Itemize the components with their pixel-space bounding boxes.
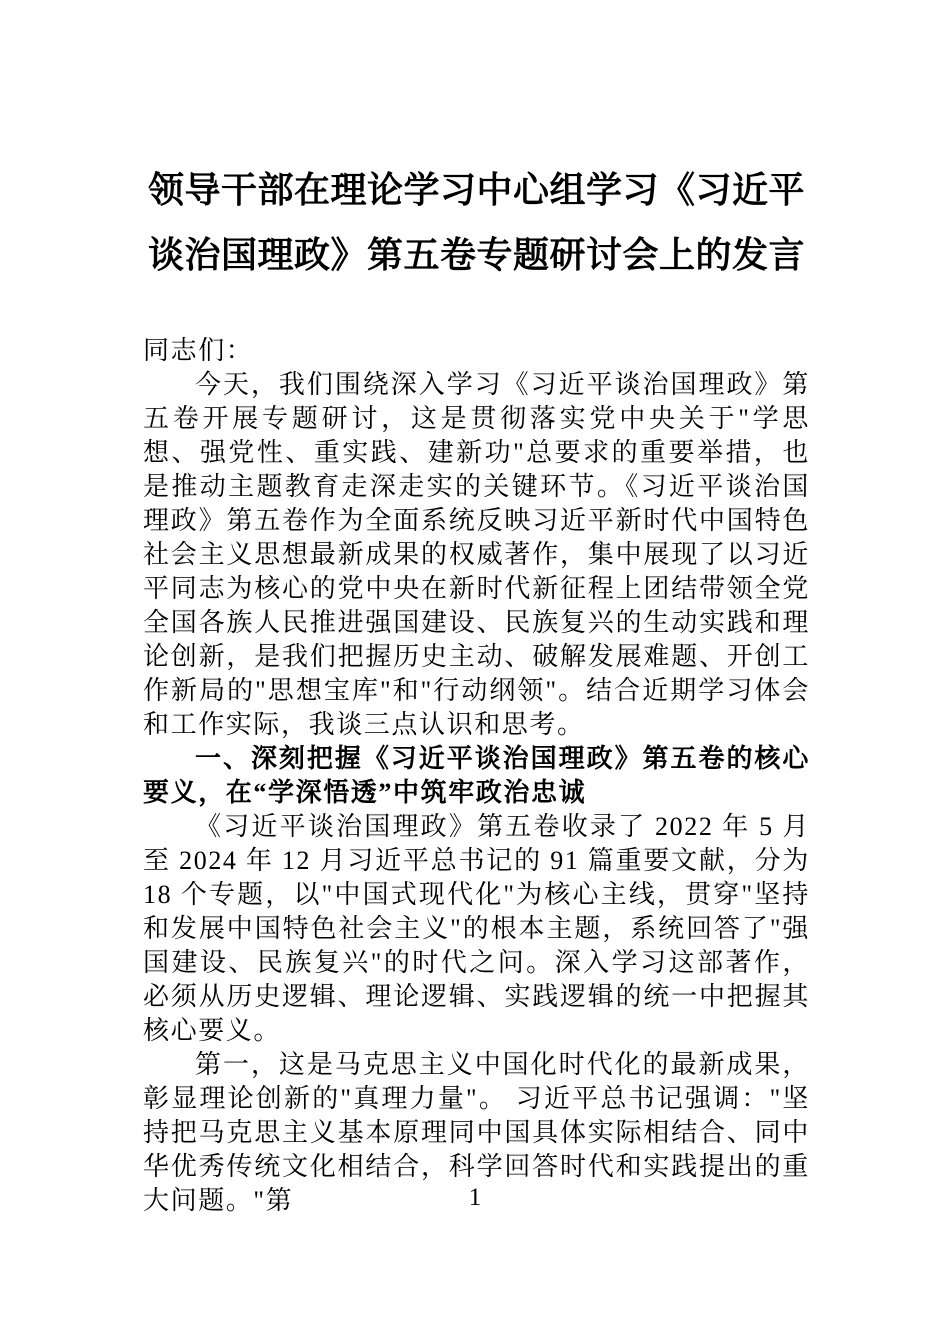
page-content xyxy=(143,158,810,1218)
title-line-1: 领导干部在理论学习中心组学习《习近平 xyxy=(147,170,805,210)
document-title xyxy=(143,158,810,288)
section-heading-1: 一、深刻把握《习近平谈治国理政》第五卷的核心要义，在“学深悟透”中筑牢政治忠诚 xyxy=(143,744,810,807)
paragraph-intro: 今天，我们围绕深入学习《习近平谈治国理政》第五卷开展专题研讨，这是贯彻落实党中央关于"学思想、强党性、重实践、建新功"总要求的重要举措，也是推动主题教育走深走实的关键环节。《习近平谈治国理政》第五卷作为全面系统反映习近平新时代中国特色社会主义思想最新成果的权威著作，集中展现了以习近平同志为核心的党中央在新时代新征程上团结带领全党全国各族人民推进强国建设、民族复兴的生动实践和理论创新，是我们把握历史主动、破解发展难题、开创工作新局的"思想宝库"和"行动纲领"。结合近期学习体会和工作实际，我谈三点认识和思考。 xyxy=(143,370,810,739)
salutation: 同志们： xyxy=(143,336,254,365)
paragraph-volume-overview: 《习近平谈治国理政》第五卷收录了 2022 年 5 月至 2024 年 12 月习近平总书记的 91 篇重要文献，分为 18 个专题，以"中国式现代化"为核心主线，贯穿"坚持和发展中国特色社会主义"的根本主题，系统回答了"强国建设、民族复兴"的时代之问。深入学习这部著作，必须从历史逻辑、理论逻辑、实践逻辑的统一中把握其核心要义。 xyxy=(143,812,810,1045)
document-body xyxy=(143,334,810,1218)
page-number: 1 xyxy=(468,1184,482,1211)
paragraph-first-point: 第一，这是马克思主义中国化时代化的最新成果，彰显理论创新的"真理力量"。 习近平总书记强调："坚持把马克思主义基本原理同中国具体实际相结合、同中华优秀传统文化相结合，科学回答时代和实践提出的重大问题。"第 xyxy=(143,1050,810,1215)
title-line-2: 谈治国理政》第五卷专题研讨会上的发言 xyxy=(147,235,805,275)
